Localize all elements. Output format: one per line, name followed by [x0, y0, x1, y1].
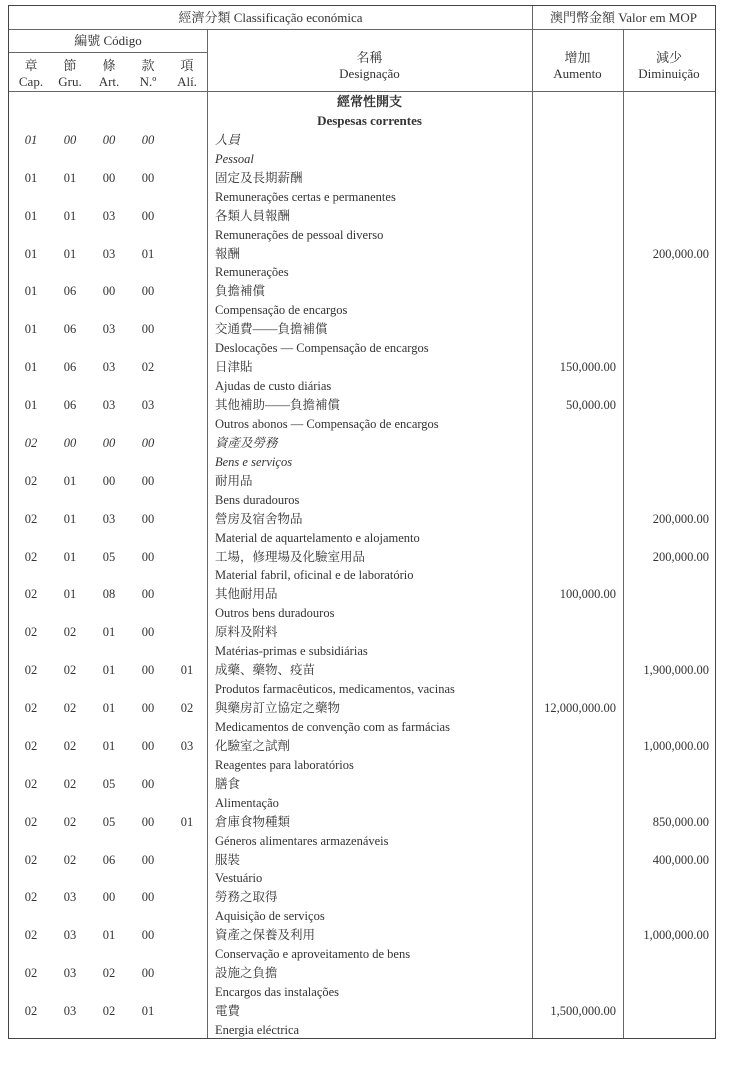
table-body — [9, 93, 715, 1040]
header-art: 條 Art. — [98, 58, 120, 89]
code-gru: 01 — [63, 170, 77, 185]
code-gru: 03 — [63, 928, 77, 943]
code-gru: 06 — [63, 322, 77, 337]
table-row-pt — [9, 756, 715, 775]
aumento-value: 50,000.00 — [566, 398, 616, 412]
code-gru: 01 — [63, 473, 77, 488]
code-no: 01 — [141, 246, 155, 261]
code-art: 03 — [102, 246, 116, 261]
header-designation: 名稱 Designação — [339, 50, 400, 81]
designation-pt: Outros abonos — Compensação de encargos — [215, 416, 439, 431]
code-cap: 02 — [24, 663, 38, 678]
table-row-pt — [9, 339, 715, 358]
table-row-pt — [9, 832, 715, 851]
table-row-pt — [9, 491, 715, 510]
table-row-pt — [9, 907, 715, 926]
designation-zh: 其他補助——負擔補償 — [215, 398, 341, 412]
table-row — [9, 623, 715, 642]
code-art: 00 — [102, 132, 116, 147]
table-row — [9, 472, 715, 491]
table-row — [9, 396, 715, 415]
table-row-pt — [9, 301, 715, 320]
code-cap: 02 — [24, 587, 38, 602]
header-value: 澳門幣金額 Valor em MOP — [550, 10, 697, 25]
table-row-pt — [9, 415, 715, 434]
code-no: 00 — [141, 966, 155, 981]
code-gru: 02 — [63, 663, 77, 678]
code-art: 02 — [102, 1004, 116, 1018]
code-art: 03 — [102, 398, 116, 412]
designation-zh: 日津貼 — [215, 360, 253, 375]
table-row — [9, 207, 715, 226]
designation-zh: 固定及長期薪酬 — [215, 170, 303, 185]
table-row-pt — [9, 680, 715, 699]
designation-zh: 耐用品 — [215, 473, 253, 488]
table-row-pt — [9, 263, 715, 282]
table-row — [9, 282, 715, 301]
table-row — [9, 245, 715, 264]
code-art: 01 — [102, 928, 116, 943]
diminuicao-value: 200,000.00 — [652, 246, 709, 261]
code-no: 00 — [141, 701, 155, 715]
code-gru: 03 — [63, 966, 77, 981]
designation-zh: 電費 — [215, 1004, 241, 1018]
designation-pt: Ajudas de custo diárias — [215, 379, 332, 394]
code-cap: 02 — [24, 701, 38, 715]
aumento-value: 100,000.00 — [559, 587, 616, 602]
code-cap: 01 — [24, 132, 38, 147]
code-gru: 06 — [63, 398, 77, 412]
code-no: 00 — [141, 435, 155, 450]
designation-zh: 交通費——負擔補償 — [215, 322, 328, 337]
section-heading-pt: Despesas correntes — [317, 112, 422, 128]
designation-pt: Conservação e aproveitamento de bens — [215, 947, 411, 962]
code-no: 03 — [141, 398, 155, 412]
code-gru: 03 — [63, 1004, 77, 1018]
designation-zh: 資產之保養及利用 — [215, 928, 316, 943]
code-gru: 02 — [63, 776, 77, 791]
header-gru: 節 Gru. — [58, 58, 82, 89]
table-row — [9, 737, 715, 756]
code-cap: 02 — [24, 890, 38, 905]
table-row-pt — [9, 983, 715, 1002]
code-cap: 02 — [24, 738, 38, 753]
diminuicao-value: 850,000.00 — [652, 814, 709, 829]
table-row-pt — [9, 718, 715, 737]
code-cap: 02 — [24, 473, 38, 488]
table-row — [9, 964, 715, 983]
designation-zh: 服裝 — [215, 852, 241, 867]
code-no: 00 — [141, 322, 155, 337]
header-classification: 經濟分類 Classificação económica — [178, 10, 363, 25]
aumento-value: 150,000.00 — [559, 360, 616, 375]
designation-zh: 勞務之取得 — [215, 890, 278, 905]
table-row-pt — [9, 794, 715, 813]
code-no: 00 — [141, 549, 155, 564]
code-cap: 02 — [24, 814, 38, 829]
table-row — [9, 661, 715, 680]
header-no: 款 N.º — [139, 58, 157, 89]
code-gru: 01 — [63, 208, 77, 223]
code-cap: 01 — [24, 170, 38, 185]
code-gru: 06 — [63, 284, 77, 299]
designation-zh: 報酬 — [215, 246, 241, 261]
table-row — [9, 1002, 715, 1021]
code-no: 00 — [141, 473, 155, 488]
code-art: 03 — [102, 360, 116, 375]
designation-pt: Remunerações certas e permanentes — [215, 189, 396, 204]
code-art: 05 — [102, 814, 116, 829]
designation-pt: Material de aquartelamento e alojamento — [215, 530, 420, 545]
table-row — [9, 585, 715, 604]
code-no: 02 — [141, 360, 155, 375]
code-gru: 00 — [63, 132, 77, 147]
designation-zh: 化驗室之試劑 — [215, 738, 291, 753]
code-gru: 02 — [63, 701, 77, 715]
table-row-pt — [9, 1021, 715, 1040]
table-row — [9, 169, 715, 188]
table-row-pt — [9, 945, 715, 964]
divider — [9, 91, 715, 92]
diminuicao-value: 1,000,000.00 — [643, 738, 709, 753]
code-gru: 01 — [63, 549, 77, 564]
table-row — [9, 131, 715, 150]
designation-zh: 膳食 — [215, 776, 241, 791]
code-art: 01 — [102, 663, 116, 678]
table-row-pt — [9, 377, 715, 396]
table-row-pt — [9, 869, 715, 888]
table-row-pt — [9, 642, 715, 661]
table-row — [9, 510, 715, 529]
diminuicao-value: 1,900,000.00 — [643, 663, 709, 678]
designation-zh: 各類人員報酬 — [215, 208, 291, 223]
code-no: 00 — [141, 132, 155, 147]
designation-pt: Remunerações — [215, 265, 289, 280]
code-no: 00 — [141, 814, 155, 829]
code-gru: 02 — [63, 738, 77, 753]
designation-pt: Reagentes para laboratórios — [215, 757, 354, 772]
code-no: 00 — [141, 587, 155, 602]
table-row — [9, 851, 715, 870]
designation-pt: Matérias-primas e subsidiárias — [215, 644, 368, 659]
designation-pt: Remunerações de pessoal diverso — [215, 227, 384, 242]
designation-zh: 人員 — [215, 132, 241, 147]
code-art: 00 — [102, 170, 116, 185]
code-art: 08 — [102, 587, 116, 602]
code-art: 05 — [102, 776, 116, 791]
table-row — [9, 926, 715, 945]
code-ali: 01 — [180, 814, 194, 829]
code-no: 00 — [141, 625, 155, 640]
code-cap: 01 — [24, 284, 38, 299]
designation-pt: Energia eléctrica — [215, 1022, 300, 1037]
table-row-pt — [9, 604, 715, 623]
code-no: 00 — [141, 663, 155, 678]
code-no: 00 — [141, 852, 155, 867]
designation-pt: Aquisição de serviços — [215, 909, 325, 924]
table-row — [9, 775, 715, 794]
aumento-value: 1,500,000.00 — [550, 1004, 616, 1018]
designation-zh: 工場，修理場及化驗室用品 — [215, 549, 366, 564]
header-code: 編號 Código — [74, 33, 142, 48]
code-no: 00 — [141, 738, 155, 753]
code-art: 06 — [102, 852, 116, 867]
header-ali: 項 Alí. — [177, 58, 197, 89]
table-row-pt — [9, 188, 715, 207]
designation-pt: Compensação de encargos — [215, 303, 348, 318]
designation-pt: Encargos das instalações — [215, 985, 340, 1000]
designation-pt: Pessoal — [215, 151, 254, 166]
code-art: 03 — [102, 208, 116, 223]
designation-pt: Produtos farmacêuticos, medicamentos, vacinas — [215, 682, 455, 697]
designation-zh: 資產及勞務 — [215, 435, 278, 450]
section-heading-zh: 經常性開支 — [336, 94, 402, 109]
code-art: 02 — [102, 966, 116, 981]
designation-zh: 負擔補償 — [215, 284, 266, 299]
code-no: 00 — [141, 928, 155, 943]
table-row-pt — [9, 529, 715, 548]
designation-zh: 成藥、藥物、疫苗 — [215, 663, 316, 678]
table-row-pt — [9, 566, 715, 585]
table-row — [9, 320, 715, 339]
designation-pt: Outros bens duradouros — [215, 606, 335, 621]
table-row — [9, 358, 715, 377]
table-row — [9, 813, 715, 832]
code-no: 00 — [141, 776, 155, 791]
designation-pt: Deslocações — Compensação de encargos — [215, 341, 429, 356]
code-art: 00 — [102, 890, 116, 905]
code-cap: 02 — [24, 435, 38, 450]
code-art: 00 — [102, 473, 116, 488]
code-cap: 02 — [24, 625, 38, 640]
code-cap: 02 — [24, 1004, 38, 1018]
code-cap: 02 — [24, 852, 38, 867]
code-art: 01 — [102, 625, 116, 640]
code-gru: 00 — [63, 435, 77, 450]
divider — [9, 52, 207, 53]
diminuicao-value: 200,000.00 — [652, 511, 709, 526]
code-gru: 01 — [63, 246, 77, 261]
code-gru: 06 — [63, 360, 77, 375]
designation-zh: 倉庫食物種類 — [215, 814, 291, 829]
code-ali: 03 — [180, 738, 194, 753]
code-gru: 02 — [63, 852, 77, 867]
diminuicao-value: 200,000.00 — [652, 549, 709, 564]
code-cap: 02 — [24, 966, 38, 981]
code-cap: 01 — [24, 208, 38, 223]
table-row — [9, 548, 715, 567]
code-art: 00 — [102, 284, 116, 299]
designation-pt: Bens duradouros — [215, 492, 300, 507]
table-row-pt — [9, 453, 715, 472]
code-cap: 02 — [24, 511, 38, 526]
designation-zh: 營房及宿舍物品 — [215, 511, 303, 526]
code-art: 03 — [102, 511, 116, 526]
code-gru: 01 — [63, 587, 77, 602]
code-no: 00 — [141, 284, 155, 299]
aumento-value: 12,000,000.00 — [544, 701, 616, 715]
code-no: 00 — [141, 890, 155, 905]
code-gru: 02 — [63, 814, 77, 829]
designation-pt: Géneros alimentares armazenáveis — [215, 833, 389, 848]
code-ali: 01 — [180, 663, 194, 678]
header-diminuicao: 減少 Diminuição — [638, 50, 700, 81]
code-cap: 02 — [24, 776, 38, 791]
code-cap: 02 — [24, 928, 38, 943]
designation-pt: Medicamentos de convenção com as farmácias — [215, 719, 450, 734]
code-cap: 01 — [24, 322, 38, 337]
code-cap: 01 — [24, 398, 38, 412]
designation-zh: 與藥房訂立協定之藥物 — [215, 701, 341, 715]
code-gru: 03 — [63, 890, 77, 905]
designation-pt: Bens e serviços — [215, 454, 293, 469]
table-row — [9, 699, 715, 718]
code-cap: 02 — [24, 549, 38, 564]
code-art: 00 — [102, 435, 116, 450]
code-art: 01 — [102, 738, 116, 753]
code-art: 03 — [102, 322, 116, 337]
diminuicao-value: 1,000,000.00 — [643, 928, 709, 943]
designation-zh: 設施之負擔 — [215, 966, 278, 981]
designation-pt: Vestuário — [215, 871, 263, 886]
diminuicao-value: 400,000.00 — [652, 852, 709, 867]
divider — [9, 29, 715, 30]
code-no: 00 — [141, 208, 155, 223]
code-gru: 01 — [63, 511, 77, 526]
code-no: 00 — [141, 511, 155, 526]
code-no: 01 — [141, 1004, 155, 1018]
code-art: 05 — [102, 549, 116, 564]
code-cap: 01 — [24, 360, 38, 375]
code-no: 00 — [141, 170, 155, 185]
designation-pt: Alimentação — [215, 795, 279, 810]
code-ali: 02 — [180, 701, 194, 715]
code-art: 01 — [102, 701, 116, 715]
code-cap: 01 — [24, 246, 38, 261]
designation-pt: Material fabril, oficinal e de laboratório — [215, 568, 414, 583]
designation-zh: 其他耐用品 — [215, 587, 278, 602]
designation-zh: 原料及附料 — [215, 625, 278, 640]
header-aumento: 增加 Aumento — [553, 50, 602, 81]
code-gru: 02 — [63, 625, 77, 640]
table-row — [9, 434, 715, 453]
table-row — [9, 888, 715, 907]
budget-table — [8, 5, 716, 1039]
table-row-pt — [9, 150, 715, 169]
table-row-pt — [9, 226, 715, 245]
header-cap: 章 Cap. — [18, 58, 44, 89]
